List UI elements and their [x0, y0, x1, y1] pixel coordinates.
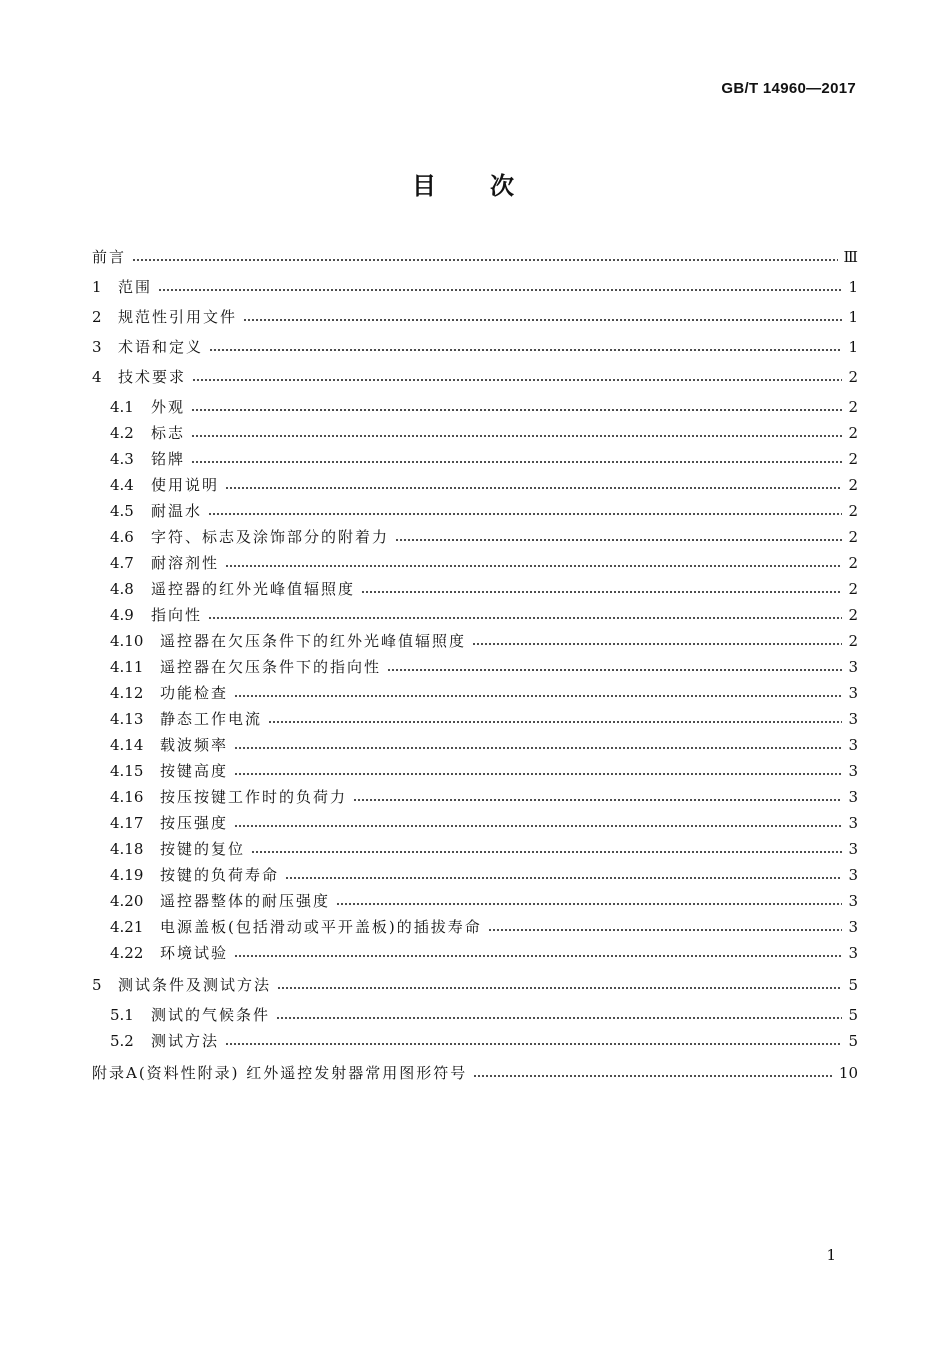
toc-dot-leader — [225, 487, 842, 489]
toc-entry-label: 前言 — [92, 248, 127, 266]
toc-entry-label: 遥控器整体的耐压强度 — [160, 892, 331, 910]
toc-entry-number: 4.9 — [110, 606, 134, 624]
toc-entry-page: 3 — [848, 814, 858, 832]
toc-entry-label: 测试方法 — [151, 1032, 220, 1050]
toc-dot-leader — [158, 289, 842, 291]
toc-dot-leader — [243, 319, 842, 321]
toc-entry-number: 2 — [92, 308, 102, 326]
toc-entry[interactable] — [110, 422, 858, 444]
toc-entry-label: 测试的气候条件 — [151, 1006, 271, 1024]
toc-entry-page: 1 — [848, 308, 858, 326]
toc-entry-number: 4.11 — [110, 658, 144, 676]
toc-dot-leader — [234, 773, 842, 775]
toc-entry-label: 耐温水 — [151, 502, 203, 520]
toc-entry-label: 按键高度 — [160, 762, 229, 780]
toc-dot-leader — [234, 747, 842, 749]
toc-dot-leader — [234, 695, 842, 697]
toc-entry-number: 4.22 — [110, 944, 144, 962]
toc-entry[interactable] — [110, 708, 858, 730]
toc-entry-label: 电源盖板(包括滑动或平开盖板)的插拔寿命 — [160, 918, 482, 936]
toc-entry-page: 10 — [838, 1064, 858, 1082]
toc-entry[interactable] — [110, 474, 858, 496]
toc-entry[interactable] — [110, 578, 858, 600]
toc-dot-leader — [132, 259, 838, 261]
toc-entry[interactable] — [92, 306, 858, 328]
toc-entry-number: 4.15 — [110, 762, 144, 780]
toc-dot-leader — [285, 877, 842, 879]
toc-entry[interactable] — [110, 838, 858, 860]
toc-entry[interactable] — [110, 630, 858, 652]
toc-entry[interactable] — [92, 1062, 858, 1084]
toc-entry-label: 范围 — [118, 278, 153, 296]
toc-entry[interactable] — [110, 1030, 858, 1052]
toc-entry-number: 4.7 — [110, 554, 134, 572]
toc-entry[interactable] — [110, 916, 858, 938]
toc-dot-leader — [208, 513, 842, 515]
toc-entry-number: 4.12 — [110, 684, 144, 702]
toc-entry-page: 3 — [848, 736, 858, 754]
toc-dot-leader — [191, 435, 842, 437]
toc-entry-label: 字符、标志及涂饰部分的附着力 — [151, 528, 390, 546]
toc-entry[interactable] — [92, 336, 858, 358]
toc-entry-page: 3 — [848, 840, 858, 858]
toc-entry[interactable] — [110, 1004, 858, 1026]
toc-entry-number: 4.14 — [110, 736, 144, 754]
toc-entry[interactable] — [110, 500, 858, 522]
toc-entry-number: 4.4 — [110, 476, 134, 494]
toc-entry-number: 3 — [92, 338, 102, 356]
toc-entry[interactable] — [110, 604, 858, 626]
toc-entry[interactable] — [92, 276, 858, 298]
toc-dot-leader — [473, 1075, 833, 1077]
toc-entry[interactable] — [110, 656, 858, 678]
toc-entry-page: 3 — [848, 788, 858, 806]
toc-entry-page: 2 — [848, 502, 858, 520]
toc-entry-label: 按键的复位 — [160, 840, 246, 858]
toc-entry-number: 4.21 — [110, 918, 144, 936]
toc-entry-page: 3 — [848, 892, 858, 910]
toc-entry-number: 4.13 — [110, 710, 144, 728]
toc-entry-label: 使用说明 — [151, 476, 220, 494]
toc-entry[interactable] — [92, 246, 858, 268]
toc-entry-number: 4.18 — [110, 840, 144, 858]
toc-dot-leader — [276, 1017, 842, 1019]
toc-entry-page: 2 — [848, 476, 858, 494]
toc-dot-leader — [234, 955, 842, 957]
toc-entry-page: 2 — [848, 424, 858, 442]
toc-dot-leader — [225, 565, 842, 567]
toc-entry-page: 2 — [848, 398, 858, 416]
toc-entry[interactable] — [110, 682, 858, 704]
toc-entry-number: 5.2 — [110, 1032, 134, 1050]
toc-entry-number: 4.2 — [110, 424, 134, 442]
toc-entry[interactable] — [110, 448, 858, 470]
toc-entry-label: 术语和定义 — [118, 338, 204, 356]
toc-entry-page: 2 — [848, 606, 858, 624]
toc-entry-number: 4.20 — [110, 892, 144, 910]
toc-entry[interactable] — [110, 526, 858, 548]
toc-entry-number: 4.5 — [110, 502, 134, 520]
toc-entry[interactable] — [110, 890, 858, 912]
toc-entry-label: 静态工作电流 — [160, 710, 263, 728]
toc-dot-leader — [353, 799, 842, 801]
toc-entry-page: 2 — [848, 554, 858, 572]
toc-entry-page: 3 — [848, 684, 858, 702]
toc-entry-number: 4.3 — [110, 450, 134, 468]
toc-entry-page: Ⅲ — [843, 248, 858, 266]
toc-entry-label: 技术要求 — [118, 368, 187, 386]
toc-entry-label: 指向性 — [151, 606, 203, 624]
toc-entry-number: 4.16 — [110, 788, 144, 806]
toc-dot-leader — [361, 591, 842, 593]
toc-entry-number: 4.1 — [110, 398, 134, 416]
toc-entry-label: 测试条件及测试方法 — [118, 976, 272, 994]
toc-entry-number: 1 — [92, 278, 102, 296]
toc-entry[interactable] — [110, 942, 858, 964]
toc-entry-page: 3 — [848, 658, 858, 676]
toc-entry-label: 遥控器在欠压条件下的指向性 — [160, 658, 382, 676]
toc-entry-page: 5 — [848, 1032, 858, 1050]
toc-entry-page: 5 — [848, 1006, 858, 1024]
toc-entry-page: 2 — [848, 450, 858, 468]
toc-entry-label: 载波频率 — [160, 736, 229, 754]
standard-code: GB/T 14960—2017 — [721, 80, 856, 97]
toc-entry-page: 2 — [848, 528, 858, 546]
toc-entry-label: 铭牌 — [151, 450, 186, 468]
toc-entry-number: 4.10 — [110, 632, 144, 650]
toc-entry[interactable] — [92, 366, 858, 388]
toc-entry[interactable] — [110, 734, 858, 756]
toc-entry[interactable] — [110, 864, 858, 886]
toc-entry-page: 2 — [848, 632, 858, 650]
toc-entry-page: 2 — [848, 580, 858, 598]
toc-entry-label: 环境试验 — [160, 944, 229, 962]
toc-entry-page: 3 — [848, 944, 858, 962]
page-title: 目次 — [412, 171, 568, 200]
toc-entry-label: 规范性引用文件 — [118, 308, 238, 326]
toc-entry-label: 遥控器的红外光峰值辐照度 — [151, 580, 356, 598]
toc-entry[interactable] — [110, 396, 858, 418]
toc-entry[interactable] — [110, 552, 858, 574]
toc-entry-number: 4.6 — [110, 528, 134, 546]
toc-dot-leader — [472, 643, 842, 645]
toc-entry-number: 4.17 — [110, 814, 144, 832]
toc-dot-leader — [395, 539, 842, 541]
toc-dot-leader — [209, 349, 842, 351]
toc-entry[interactable] — [110, 812, 858, 834]
toc-entry-page: 5 — [848, 976, 858, 994]
toc-dot-leader — [277, 987, 842, 989]
toc-dot-leader — [234, 825, 842, 827]
toc-entry-number: 4 — [92, 368, 102, 386]
toc-dot-leader — [191, 461, 842, 463]
toc-entry-number: 5 — [92, 976, 102, 994]
toc-entry-label: 按键的负荷寿命 — [160, 866, 280, 884]
toc-entry-page: 1 — [848, 338, 858, 356]
toc-dot-leader — [251, 851, 842, 853]
toc-entry-label: 外观 — [151, 398, 186, 416]
toc-entry-page: 1 — [848, 278, 858, 296]
toc-entry-page: 3 — [848, 866, 858, 884]
toc-entry-page: 3 — [848, 918, 858, 936]
toc-entry-number: 4.8 — [110, 580, 134, 598]
toc-entry-label: 标志 — [151, 424, 186, 442]
page-number: 1 — [826, 1246, 836, 1264]
toc-entry-page: 3 — [848, 710, 858, 728]
toc-dot-leader — [268, 721, 842, 723]
toc-dot-leader — [191, 409, 842, 411]
toc-entry-number: 5.1 — [110, 1006, 134, 1024]
toc-dot-leader — [488, 929, 842, 931]
toc-entry-label: 附录A(资料性附录) 红外遥控发射器常用图形符号 — [92, 1064, 468, 1082]
toc-entry-label: 按压强度 — [160, 814, 229, 832]
toc-dot-leader — [336, 903, 842, 905]
toc-entry-label: 耐溶剂性 — [151, 554, 220, 572]
toc-entry[interactable] — [110, 786, 858, 808]
toc-entry-label: 遥控器在欠压条件下的红外光峰值辐照度 — [160, 632, 467, 650]
toc-entry[interactable] — [92, 974, 858, 996]
toc-dot-leader — [208, 617, 842, 619]
toc-entry-number: 4.19 — [110, 866, 144, 884]
toc-dot-leader — [192, 379, 842, 381]
toc-dot-leader — [225, 1043, 842, 1045]
toc-entry[interactable] — [110, 760, 858, 782]
toc-entry-page: 2 — [848, 368, 858, 386]
toc-entry-label: 按压按键工作时的负荷力 — [160, 788, 348, 806]
toc-entry-label: 功能检查 — [160, 684, 229, 702]
toc-dot-leader — [387, 669, 842, 671]
toc-entry-page: 3 — [848, 762, 858, 780]
